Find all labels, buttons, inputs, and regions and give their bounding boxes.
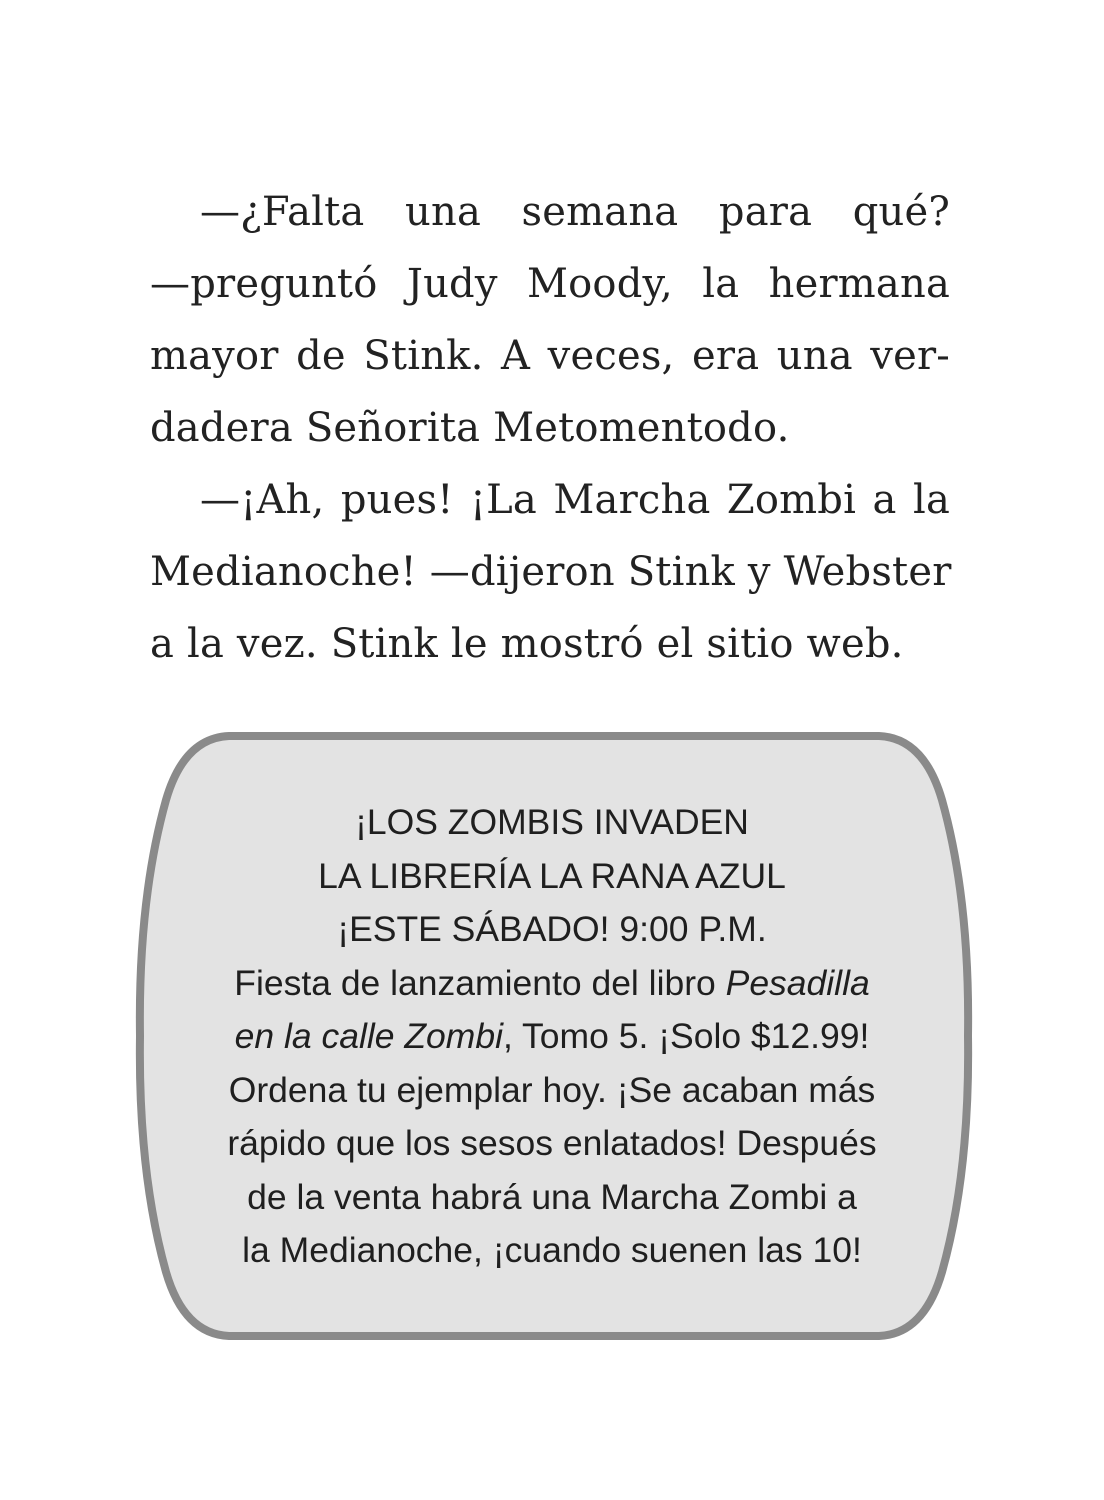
- ad-body-line: Ordena tu ejemplar hoy. ¡Se acaban más: [228, 1069, 876, 1110]
- ad-headline: LA LIBRERÍA LA RANA AZUL: [318, 855, 786, 896]
- ad-body-line: [160, 1010, 944, 1064]
- ad-body-line: la Medianoche, ¡cuando suenen las 10!: [242, 1230, 862, 1270]
- story-line: —¿Falta una semana para qué?: [200, 189, 950, 235]
- book-title: en la calle Zombi: [234, 1016, 503, 1056]
- ad-body-line: rápido que los sesos enlatados! Después: [227, 1123, 877, 1163]
- ad-headline: ¡ESTE SÁBADO! 9:00 P.M.: [337, 909, 767, 949]
- ad-body-line: [160, 957, 944, 1011]
- story-line: —preguntó Judy Moody, la hermana: [150, 261, 950, 307]
- book-title: Pesadilla: [725, 962, 870, 1003]
- ad-body-line: de la venta habrá una Marcha Zombi a: [247, 1176, 857, 1217]
- ad-headline: ¡LOS ZOMBIS INVADEN: [355, 802, 749, 842]
- story-line: —¡Ah, pues! ¡La Marcha Zombi a la: [200, 477, 950, 523]
- story-line: Medianoche! —dijeron Stink y Webster: [150, 549, 952, 595]
- story-text: [150, 176, 950, 680]
- ad-text: [160, 796, 944, 1278]
- story-line: mayor de Stink. A veces, era una ver-: [150, 333, 950, 379]
- story-line: dadera Señorita Metomentodo.: [150, 405, 790, 451]
- ad-body-text: Fiesta de lanzamiento del libro: [234, 962, 726, 1003]
- ad-body-text: , Tomo 5. ¡Solo $12.99!: [502, 1016, 870, 1056]
- story-line: a la vez. Stink le mostró el sitio web.: [150, 621, 904, 667]
